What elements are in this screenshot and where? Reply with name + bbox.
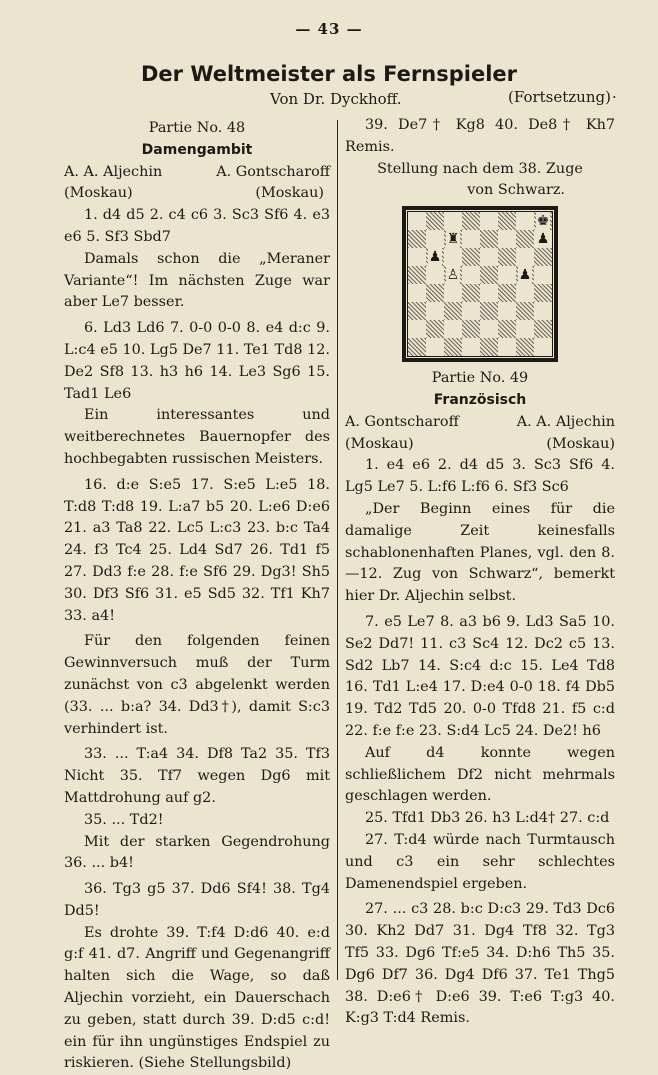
board-square <box>408 284 426 302</box>
moves-paragraph: 7. e5 Le7 8. a3 b6 9. Ld3 Sa5 10. Se2 Dd7! 11. c3 Sc4 12. Dc2 c5 13. Sd2 Lb7 14. S:c4 d:c 15. Le4 Td8 16. Td1 L:e4 17. D:e4 0-0 18. f4 Db5 19. Td2 Td5 20. 0-0 Tfd8 21. f5 c:d 22. f:e f:e 23. S:d4 Lc5 24. De2! h6 <box>345 613 615 739</box>
board-square <box>498 338 516 356</box>
commentary-paragraph: Ein interessantes und weitberechnetes Bauernopfer des hochbegabten russischen Meisters. <box>64 407 330 467</box>
black-player: A. A. Aljechin <box>516 413 615 430</box>
board-square <box>408 320 426 338</box>
white-city: (Moskau) <box>64 185 133 202</box>
continuation-note: (Fortsetzung) <box>508 88 611 106</box>
moves-paragraph: 33. ... T:a4 34. Df8 Ta2 35. Tf3 Nicht 35. Tf7 wegen Dg6 mit Mattdrohung auf g2. <box>64 746 330 806</box>
commentary-paragraph: Auf d4 konnte wegen schließlichem Df2 nicht mehrmals geschlagen werden. <box>345 744 615 805</box>
chess-diagram-wrap <box>345 206 615 362</box>
moves-paragraph: 16. d:e S:e5 17. S:e5 L:e5 18. T:d8 T:d8 19. L:a7 b5 20. L:e6 D:e6 21. a3 Ta8 22. Lc5 L:c3 23. b:c Ta4 24. f3 Tc4 25. Ld4 Sd7 26. Td1 f5 27. Dd3 f:e 28. f:e Sf6 29. Dg3! Sh5 30. Df3 Sf6 31. e5 Sd5 32. Tf1 Kh7 33. a4! <box>64 476 330 624</box>
commentary-paragraph: „Der Beginn eines für die damalige Zeit keinesfalls schablonenhaften Planes, vgl. den 8.—12. Zug von Schwarz“, bemerkt hier Dr. Aljechin selbst. <box>345 500 615 605</box>
board-square <box>480 338 498 356</box>
board-square <box>498 284 516 302</box>
cities-row <box>345 434 615 456</box>
players-row <box>345 412 615 434</box>
board-square <box>534 266 552 284</box>
moves-paragraph: 35. ... Td2! <box>84 811 164 828</box>
players-row <box>64 162 330 184</box>
chess-piece-icon: ♚ <box>536 213 550 230</box>
commentary-paragraph: 27. T:d4 würde nach Turmtausch und c3 ein sehr schlechtes Damenendspiel ergeben. <box>345 831 615 892</box>
board-square <box>534 230 552 248</box>
board-square <box>498 230 516 248</box>
chess-board <box>407 211 553 357</box>
moves-paragraph: 1. e4 e6 2. d4 d5 3. Sc3 Sf6 4. Lg5 Le7 5. L:f6 L:f6 6. Sf3 Sc6 <box>345 457 615 496</box>
chess-piece-icon: ♟ <box>518 267 532 284</box>
chess-piece-icon: ♟ <box>428 249 442 266</box>
board-square <box>516 266 534 284</box>
board-square <box>480 266 498 284</box>
board-square <box>444 248 462 266</box>
board-square <box>426 248 444 266</box>
board-square <box>516 302 534 320</box>
left-column <box>64 118 330 1075</box>
commentary-paragraph: Damals schon die „Meraner Variante“! Im nächsten Zuge war aber Le7 besser. <box>64 250 330 311</box>
board-square <box>462 230 480 248</box>
board-square <box>480 320 498 338</box>
board-square <box>534 302 552 320</box>
moves-paragraph: 6. Ld3 Ld6 7. 0-0 0-0 8. e4 d:c 9. L:c4 e5 10. Lg5 De7 11. Te1 Td8 12. De2 Sf8 13. h3 h6 14. Le3 Sg6 15. Tad1 Le6 <box>64 320 330 402</box>
stray-dot: · <box>612 88 617 106</box>
commentary-paragraph: Mit der starken Gegendrohung 36. ... b4! <box>64 833 330 872</box>
game-heading: Partie No. 49 <box>431 370 529 387</box>
board-square <box>534 338 552 356</box>
diagram-caption-2: von Schwarz. <box>467 182 565 199</box>
board-square <box>426 338 444 356</box>
board-square <box>426 320 444 338</box>
board-square <box>516 338 534 356</box>
board-square <box>516 212 534 230</box>
commentary-paragraph: Für den folgenden feinen Gewinnversuch muß der Turm zunächst von c3 abgelenkt werden (33. ... b:a? 34. Dd3†), damit S:c3 verhindert ist. <box>64 633 330 737</box>
board-square <box>444 284 462 302</box>
board-square <box>426 302 444 320</box>
board-square <box>444 338 462 356</box>
board-square <box>516 248 534 266</box>
board-square <box>480 284 498 302</box>
board-square <box>426 212 444 230</box>
chess-piece-icon: ♙ <box>446 267 460 284</box>
board-square <box>534 212 552 230</box>
black-player: A. Gontscharoff <box>216 163 330 180</box>
page-number: — 43 — <box>295 20 363 38</box>
board-square <box>462 248 480 266</box>
board-square <box>426 284 444 302</box>
board-square <box>498 266 516 284</box>
board-square <box>444 230 462 248</box>
board-square <box>480 248 498 266</box>
board-square <box>408 212 426 230</box>
board-square <box>426 230 444 248</box>
board-square <box>462 320 480 338</box>
board-square <box>444 266 462 284</box>
black-city: (Moskau) <box>255 185 324 202</box>
board-square <box>444 302 462 320</box>
board-square <box>444 320 462 338</box>
board-square <box>462 302 480 320</box>
cities-row <box>64 183 330 205</box>
white-player: A. A. Aljechin <box>64 163 163 180</box>
board-square <box>534 320 552 338</box>
commentary-paragraph: Es drohte 39. T:f4 D:d6 40. e:d g:f 41. d7. Angriff und Gegenangriff halten sich die Wage, so daß Aljechin vorzieht, ein Dauerschach zu geben, statt durch 39. D:d5 c:d! ein für ihn ungünstiges Endspiel zu riskieren. (Siehe Stellungsbild) <box>64 924 330 1072</box>
board-square <box>408 302 426 320</box>
board-square <box>516 230 534 248</box>
article-title: Der Weltmeister als Fernspieler <box>140 62 517 86</box>
moves-paragraph: 25. Tfd1 Db3 26. h3 L:d4† 27. c:d <box>365 810 610 827</box>
board-square <box>534 284 552 302</box>
chess-piece-icon: ♜ <box>446 231 460 248</box>
board-square <box>516 284 534 302</box>
board-square <box>408 248 426 266</box>
opening-name: Damengambit <box>141 141 253 158</box>
board-square <box>408 266 426 284</box>
right-column <box>345 115 615 1030</box>
board-square <box>480 230 498 248</box>
diagram-caption: Stellung nach dem 38. Zuge <box>377 160 583 177</box>
board-square <box>408 230 426 248</box>
board-square <box>462 212 480 230</box>
board-square <box>408 338 426 356</box>
board-square <box>516 320 534 338</box>
board-square <box>480 212 498 230</box>
board-square <box>462 338 480 356</box>
moves-paragraph: 27. ... c3 28. b:c D:c3 29. Td3 Dc6 30. Kh2 Dd7 31. Dg4 Tf8 32. Tg3 Tf5 33. Dg6 Tf:e5 34. D:h6 Th5 35. Dg6 Df7 36. Dg4 Df6 37. Te1 Thg5 38. D:e6† D:e6 39. T:e6 T:g3 40. K:g3 T:d4 Remis. <box>345 901 615 1027</box>
white-city: (Moskau) <box>345 435 414 452</box>
board-square <box>444 212 462 230</box>
chess-diagram <box>402 206 558 362</box>
column-divider <box>337 120 338 980</box>
board-square <box>498 248 516 266</box>
board-square <box>498 302 516 320</box>
board-square <box>498 320 516 338</box>
board-square <box>534 248 552 266</box>
board-square <box>462 266 480 284</box>
opening-name: Französisch <box>433 391 527 408</box>
game-heading: Partie No. 48 <box>148 120 246 136</box>
moves-paragraph: 36. Tg3 g5 37. Dd6 Sf4! 38. Tg4 Dd5! <box>64 881 330 919</box>
board-square <box>498 212 516 230</box>
chess-piece-icon: ♟ <box>536 231 550 248</box>
board-square <box>462 284 480 302</box>
board-square <box>480 302 498 320</box>
board-square <box>426 266 444 284</box>
moves-paragraph: 1. d4 d5 2. c4 c6 3. Sc3 Sf6 4. e3 e6 5. Sf3 Sbd7 <box>64 207 330 245</box>
author-line: Von Dr. Dyckhoff. <box>270 90 402 108</box>
black-city: (Moskau) <box>546 435 615 452</box>
moves-paragraph: 39. De7† Kg8 40. De8† Kh7 Remis. <box>345 117 615 155</box>
white-player: A. Gontscharoff <box>345 413 459 430</box>
